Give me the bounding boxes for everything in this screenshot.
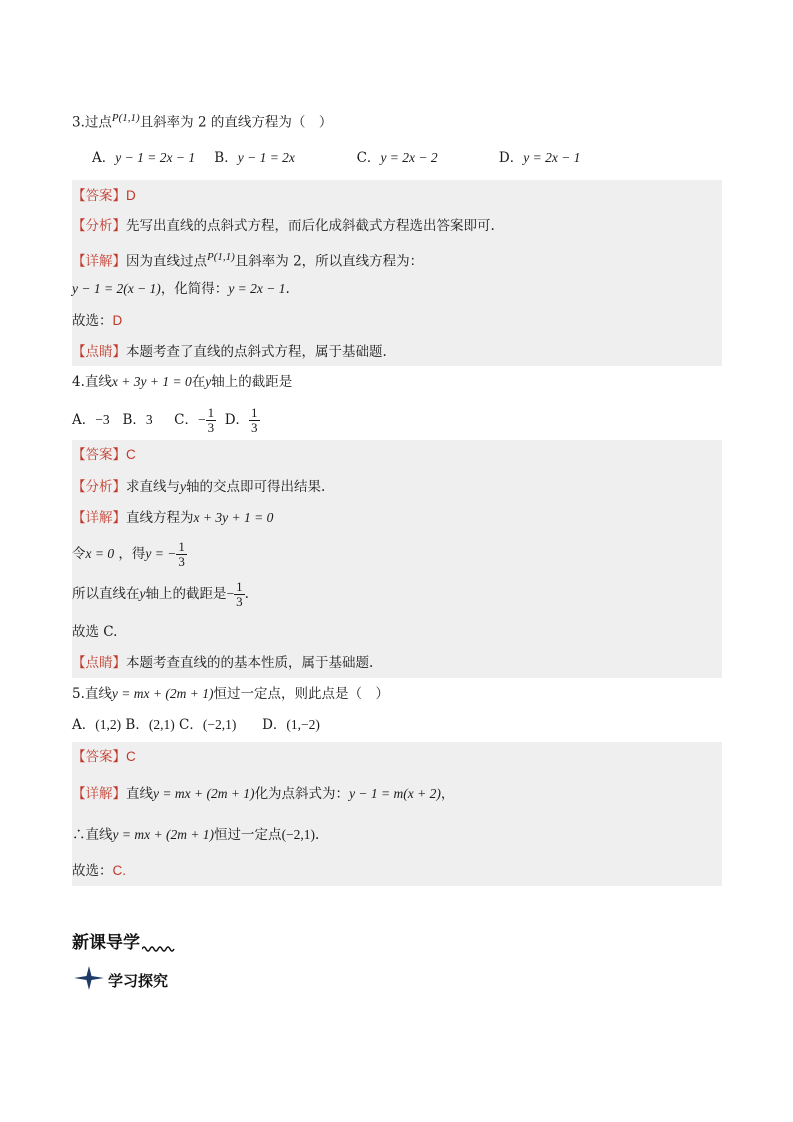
q4-detail: 【详解】直线方程为x + 3y + 1 = 0: [72, 510, 274, 526]
q3-options: [92, 148, 580, 168]
q4-answer: 【答案】C: [72, 447, 136, 462]
q3-stem: [72, 108, 332, 133]
wavy-underline-icon: [142, 935, 176, 955]
q5-therefore: ∴直线y = mx + (2m + 1)恒过一定点(−2,1).: [72, 827, 320, 843]
q3-option-b: B．y − 1 = 2x: [214, 150, 295, 166]
q5-options: A．(1,2) B．(2,1) C．(−2,1) D．(1,−2): [72, 717, 320, 733]
q3-stem-prefix: 3.过点: [72, 114, 112, 131]
q4-comment: 【点睛】本题考查直线的的基本性质，属于基础题.: [72, 655, 374, 671]
q5-detail: 【详解】直线y = mx + (2m + 1)化为点斜式为：y − 1 = m(x + 2)，: [72, 786, 455, 802]
q4-conclusion: 所以直线在y轴上的截距是− $\frac{1}{3}$ .: [72, 579, 249, 609]
q4-option-d-fraction: $\frac{1}{3}$: [251, 405, 258, 435]
section-subtitle: 学习探究: [108, 972, 169, 990]
q4-let: 令x = 0 ，得y = − $\frac{1}{3}$: [72, 539, 185, 569]
q3-option-d: D．y = 2x − 1: [498, 150, 581, 166]
q3-option-c: C．y = 2x − 2: [356, 150, 438, 166]
q3-detail-equation: y − 1 = 2(x − 1)，化简得：y = 2x − 1.: [72, 281, 290, 297]
q5-choose: 故选：C.: [72, 863, 126, 879]
q5-stem: 5.直线y = mx + (2m + 1)恒过一定点，则此点是（ ）: [72, 686, 389, 702]
q4-analysis: 【分析】求直线与y轴的交点即可得出结果.: [72, 479, 326, 495]
q3-analysis: 【分析】先写出直线的点斜式方程，而后化成斜截式方程选出答案即可.: [72, 218, 495, 234]
section-title: 新课导学: [72, 933, 140, 953]
q3-option-a: A．y − 1 = 2x − 1: [92, 150, 196, 166]
q3-stem-suffix: 且斜率为 2 的直线方程为（ ）: [139, 114, 333, 131]
q3-answer: 【答案】D: [72, 188, 136, 203]
q4-option-c-fraction: $\frac{1}{3}$: [207, 405, 215, 435]
q5-solution-panel: [72, 742, 722, 886]
q3-comment: 【点睛】本题考查了直线的点斜式方程，属于基础题.: [72, 344, 387, 360]
q3-point: P(1,1): [111, 112, 140, 124]
q4-options: A．−3 B．3 C．− $\frac{1}{3}$ D． $\frac{1}{3}$: [72, 405, 258, 435]
four-point-star-icon: [72, 964, 106, 992]
q3-detail: 【详解】因为直线过点$^{P(1,1)}$且斜率为 2，所以直线方程为：: [72, 251, 424, 270]
q5-answer: 【答案】C: [72, 749, 136, 764]
q4-choose: 故选 C.: [72, 624, 118, 640]
q3-choose: 故选：D: [72, 313, 123, 329]
q3-solution-panel: [72, 180, 722, 366]
q4-stem: 4.直线x + 3y + 1 = 0在y轴上的截距是: [72, 374, 293, 390]
